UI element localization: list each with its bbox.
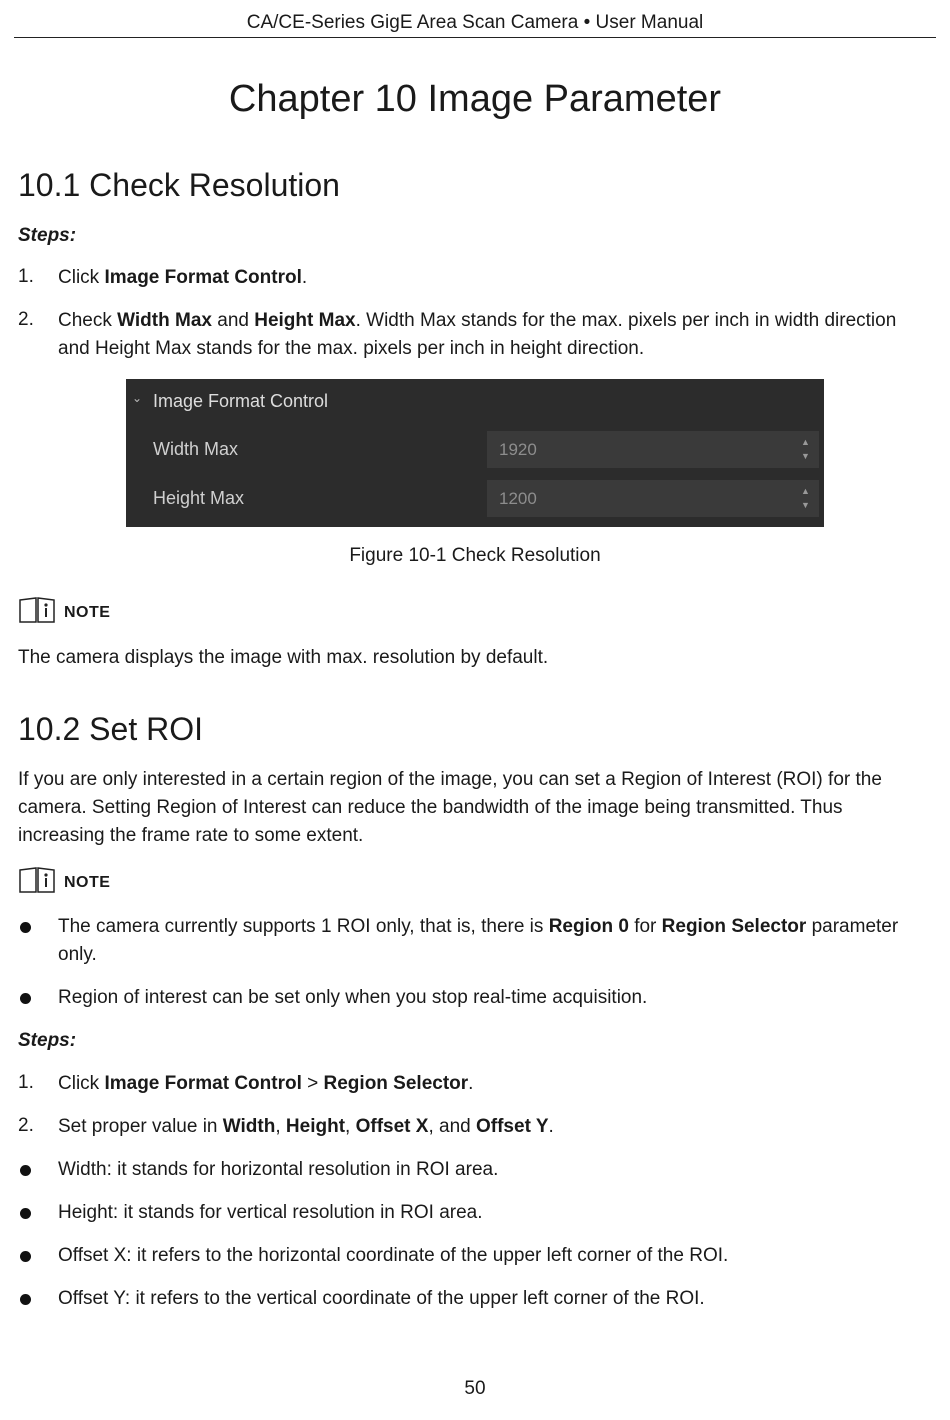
bullet-icon xyxy=(20,1208,31,1219)
bullet-icon xyxy=(20,993,31,1004)
intro-paragraph: If you are only interested in a certain region of the image, you can set a Region of Interest (ROI) for the camera. Setting Region of Interest can reduce the bandwidth of the image being transmitted. Thus increasing the frame rate to some extent. xyxy=(18,769,882,846)
param-label: Width Max xyxy=(153,439,239,459)
chevron-down-icon: ⌄ xyxy=(132,391,143,405)
list-item: Offset Y: it refers to the vertical coordinate of the upper left corner of the ROI. xyxy=(58,1288,705,1309)
steps-label: Steps: xyxy=(18,1030,77,1051)
spinner-arrows-icon[interactable]: ▲ ▼ xyxy=(801,437,810,461)
figure-image-format-control xyxy=(126,379,824,527)
height-max-field[interactable]: 1200 ▲ ▼ xyxy=(487,480,819,517)
note-label: NOTE xyxy=(64,874,111,891)
bullet-icon xyxy=(20,1251,31,1262)
steps-label: Steps: xyxy=(18,225,77,246)
page-header: CA/CE-Series GigE Area Scan Camera • User Manual xyxy=(14,12,936,38)
step-number: 1. xyxy=(18,266,34,287)
info-book-icon xyxy=(18,866,58,894)
figure-caption: Figure 10-1 Check Resolution xyxy=(349,545,601,566)
spinner-arrows-icon[interactable]: ▲ ▼ xyxy=(801,486,810,510)
info-book-icon xyxy=(18,596,58,624)
page-number: 50 xyxy=(464,1378,486,1399)
chapter-title: Chapter 10 Image Parameter xyxy=(228,78,722,120)
note-marker xyxy=(18,596,111,626)
step-1: Click Image Format Control. xyxy=(58,267,308,288)
step-2: Set proper value in Width, Height, Offset X, and Offset Y. xyxy=(58,1116,554,1137)
section-title-set-roi: 10.2 Set ROI xyxy=(18,711,203,747)
note-bullet: Region of interest can be set only when you stop real-time acquisition. xyxy=(58,987,648,1008)
list-item: Width: it stands for horizontal resolution in ROI area. xyxy=(58,1159,499,1180)
note-marker xyxy=(18,866,111,896)
note-label: NOTE xyxy=(64,604,111,621)
step-number: 2. xyxy=(18,309,34,330)
section-title-check-resolution: 10.1 Check Resolution xyxy=(18,167,340,203)
bullet-icon xyxy=(20,1294,31,1305)
step-1: Click Image Format Control > Region Selector. xyxy=(58,1073,474,1094)
list-item: Offset X: it refers to the horizontal coordinate of the upper left corner of the ROI. xyxy=(58,1245,729,1266)
step-2: Check Width Max and Height Max. Width Max stands for the max. pixels per inch in width direction and Height Max stands for the max. pixels per inch in height direction. xyxy=(58,310,897,359)
width-max-field[interactable]: 1920 ▲ ▼ xyxy=(487,431,819,468)
step-number: 2. xyxy=(18,1115,34,1136)
note-bullet: The camera currently supports 1 ROI only, that is, there is Region 0 for Region Selector parameter only. xyxy=(58,916,899,965)
step-number: 1. xyxy=(18,1072,34,1093)
panel-title: Image Format Control xyxy=(153,391,329,411)
bullet-icon xyxy=(20,922,31,933)
note-text: The camera displays the image with max. resolution by default. xyxy=(18,647,549,668)
list-item: Height: it stands for vertical resolution in ROI area. xyxy=(58,1202,483,1223)
param-label: Height Max xyxy=(153,488,245,508)
bullet-icon xyxy=(20,1165,31,1176)
